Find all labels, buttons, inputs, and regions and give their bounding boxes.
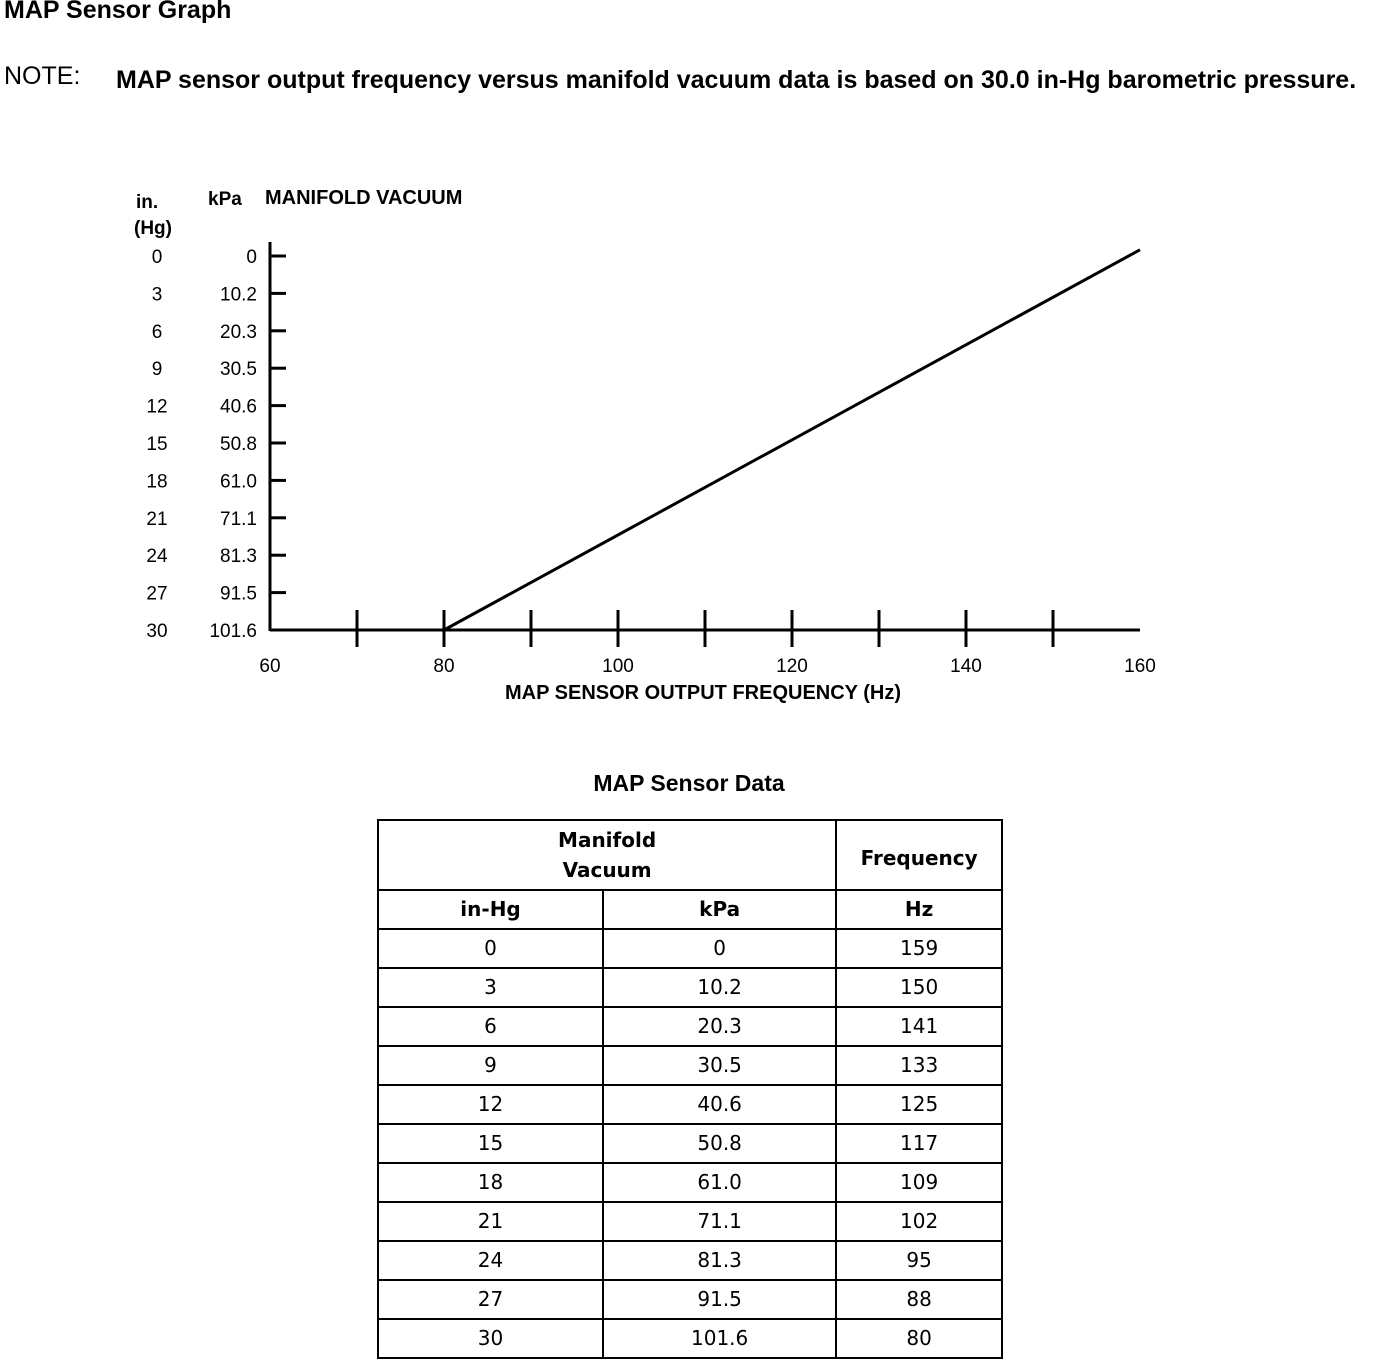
cell-kpa: 81.3 bbox=[603, 1241, 836, 1280]
cell-inhg: 15 bbox=[378, 1124, 603, 1163]
note-label: NOTE: bbox=[4, 62, 81, 90]
x-tick-label: 60 bbox=[259, 656, 281, 677]
page-title: MAP Sensor Graph bbox=[4, 0, 232, 24]
y-tick-label-inhg: 27 bbox=[146, 583, 168, 605]
table-row bbox=[378, 929, 1002, 968]
cell-kpa: 20.3 bbox=[603, 1007, 836, 1046]
table-row bbox=[378, 1202, 1002, 1241]
table-row bbox=[378, 1046, 1002, 1085]
y-tick-label-kpa: 40.6 bbox=[220, 396, 257, 418]
y-tick-label-kpa: 50.8 bbox=[220, 434, 257, 455]
cell-kpa: 71.1 bbox=[603, 1202, 836, 1241]
y-tick-label-kpa: 0 bbox=[246, 247, 257, 268]
cell-kpa: 30.5 bbox=[603, 1046, 836, 1085]
col-header-hz: Hz bbox=[836, 890, 1002, 929]
x-tick-label: 140 bbox=[950, 656, 982, 677]
cell-inhg: 12 bbox=[378, 1085, 603, 1124]
y-units-kpa: kPa bbox=[208, 189, 242, 210]
table-row bbox=[378, 1280, 1002, 1319]
cell-inhg: 9 bbox=[378, 1046, 603, 1085]
table-row bbox=[378, 968, 1002, 1007]
y-axis-label: MANIFOLD VACUUM bbox=[265, 187, 463, 209]
y-tick-label-kpa: 10.2 bbox=[220, 284, 257, 306]
y-tick-label-kpa: 61.0 bbox=[220, 471, 257, 493]
table-row bbox=[378, 1163, 1002, 1202]
y-tick-label-inhg: 21 bbox=[146, 508, 168, 530]
cell-hz: 150 bbox=[836, 968, 1002, 1007]
y-tick-label-kpa: 71.1 bbox=[220, 508, 257, 530]
x-tick-label: 80 bbox=[433, 656, 455, 677]
y-units-in-line1: in. bbox=[136, 192, 159, 213]
y-tick-label-inhg: 24 bbox=[146, 546, 168, 568]
table-row bbox=[378, 1124, 1002, 1163]
x-tick-label: 120 bbox=[776, 656, 808, 677]
y-tick-label-inhg: 30 bbox=[146, 621, 168, 642]
cell-inhg: 6 bbox=[378, 1007, 603, 1046]
table-group-header-row bbox=[378, 820, 1002, 890]
table-title: MAP Sensor Data bbox=[593, 770, 785, 796]
cell-inhg: 18 bbox=[378, 1163, 603, 1202]
y-tick-label-inhg: 9 bbox=[151, 359, 163, 381]
series-line bbox=[444, 250, 1140, 630]
cell-kpa: 40.6 bbox=[603, 1085, 836, 1124]
cell-kpa: 0 bbox=[603, 929, 836, 968]
cell-hz: 80 bbox=[836, 1319, 1002, 1358]
cell-kpa: 101.6 bbox=[603, 1319, 836, 1358]
cell-hz: 133 bbox=[836, 1046, 1002, 1085]
frequency-header: Frequency bbox=[836, 820, 1002, 890]
y-tick-label-inhg: 12 bbox=[146, 396, 168, 418]
manifold-header-line1: Manifold bbox=[558, 828, 657, 852]
cell-inhg: 21 bbox=[378, 1202, 603, 1241]
x-tick-label: 100 bbox=[602, 656, 634, 677]
cell-inhg: 3 bbox=[378, 968, 603, 1007]
cell-kpa: 91.5 bbox=[603, 1280, 836, 1319]
col-header-kpa: kPa bbox=[603, 890, 836, 929]
cell-kpa: 50.8 bbox=[603, 1124, 836, 1163]
table-row bbox=[378, 1085, 1002, 1124]
manifold-header-line2: Vacuum bbox=[562, 858, 652, 882]
y-tick-label-inhg: 18 bbox=[146, 471, 168, 493]
y-tick-label-kpa: 81.3 bbox=[220, 546, 257, 568]
table-row bbox=[378, 1007, 1002, 1046]
cell-inhg: 24 bbox=[378, 1241, 603, 1280]
cell-hz: 141 bbox=[836, 1007, 1002, 1046]
cell-inhg: 30 bbox=[378, 1319, 603, 1358]
cell-kpa: 10.2 bbox=[603, 968, 836, 1007]
table-column-header-row bbox=[378, 890, 1002, 929]
col-header-inhg: in-Hg bbox=[378, 890, 603, 929]
cell-hz: 95 bbox=[836, 1241, 1002, 1280]
y-tick-label-inhg: 6 bbox=[151, 321, 163, 343]
map-sensor-data-table bbox=[377, 819, 1003, 1359]
y-tick-label-kpa: 30.5 bbox=[220, 359, 257, 381]
table-row bbox=[378, 1319, 1002, 1358]
cell-kpa: 61.0 bbox=[603, 1163, 836, 1202]
cell-hz: 109 bbox=[836, 1163, 1002, 1202]
cell-hz: 117 bbox=[836, 1124, 1002, 1163]
cell-hz: 125 bbox=[836, 1085, 1002, 1124]
y-tick-label-inhg: 15 bbox=[146, 434, 168, 455]
cell-hz: 159 bbox=[836, 929, 1002, 968]
x-axis-label: MAP SENSOR OUTPUT FREQUENCY (Hz) bbox=[505, 682, 901, 704]
y-tick-label-inhg: 0 bbox=[151, 247, 163, 268]
cell-inhg: 0 bbox=[378, 929, 603, 968]
note-text: MAP sensor output frequency versus manifold vacuum data is based on 30.0 in-Hg barometric pressure. bbox=[116, 66, 1357, 94]
y-units-in-line2: (Hg) bbox=[134, 218, 172, 239]
y-tick-label-kpa: 101.6 bbox=[209, 621, 257, 642]
table-row bbox=[378, 1241, 1002, 1280]
x-tick-label: 160 bbox=[1124, 656, 1156, 677]
y-tick-label-inhg: 3 bbox=[151, 284, 163, 306]
y-tick-label-kpa: 20.3 bbox=[220, 321, 257, 343]
cell-inhg: 27 bbox=[378, 1280, 603, 1319]
y-tick-label-kpa: 91.5 bbox=[220, 583, 257, 605]
cell-hz: 102 bbox=[836, 1202, 1002, 1241]
manifold-vacuum-header bbox=[378, 820, 836, 890]
cell-hz: 88 bbox=[836, 1280, 1002, 1319]
